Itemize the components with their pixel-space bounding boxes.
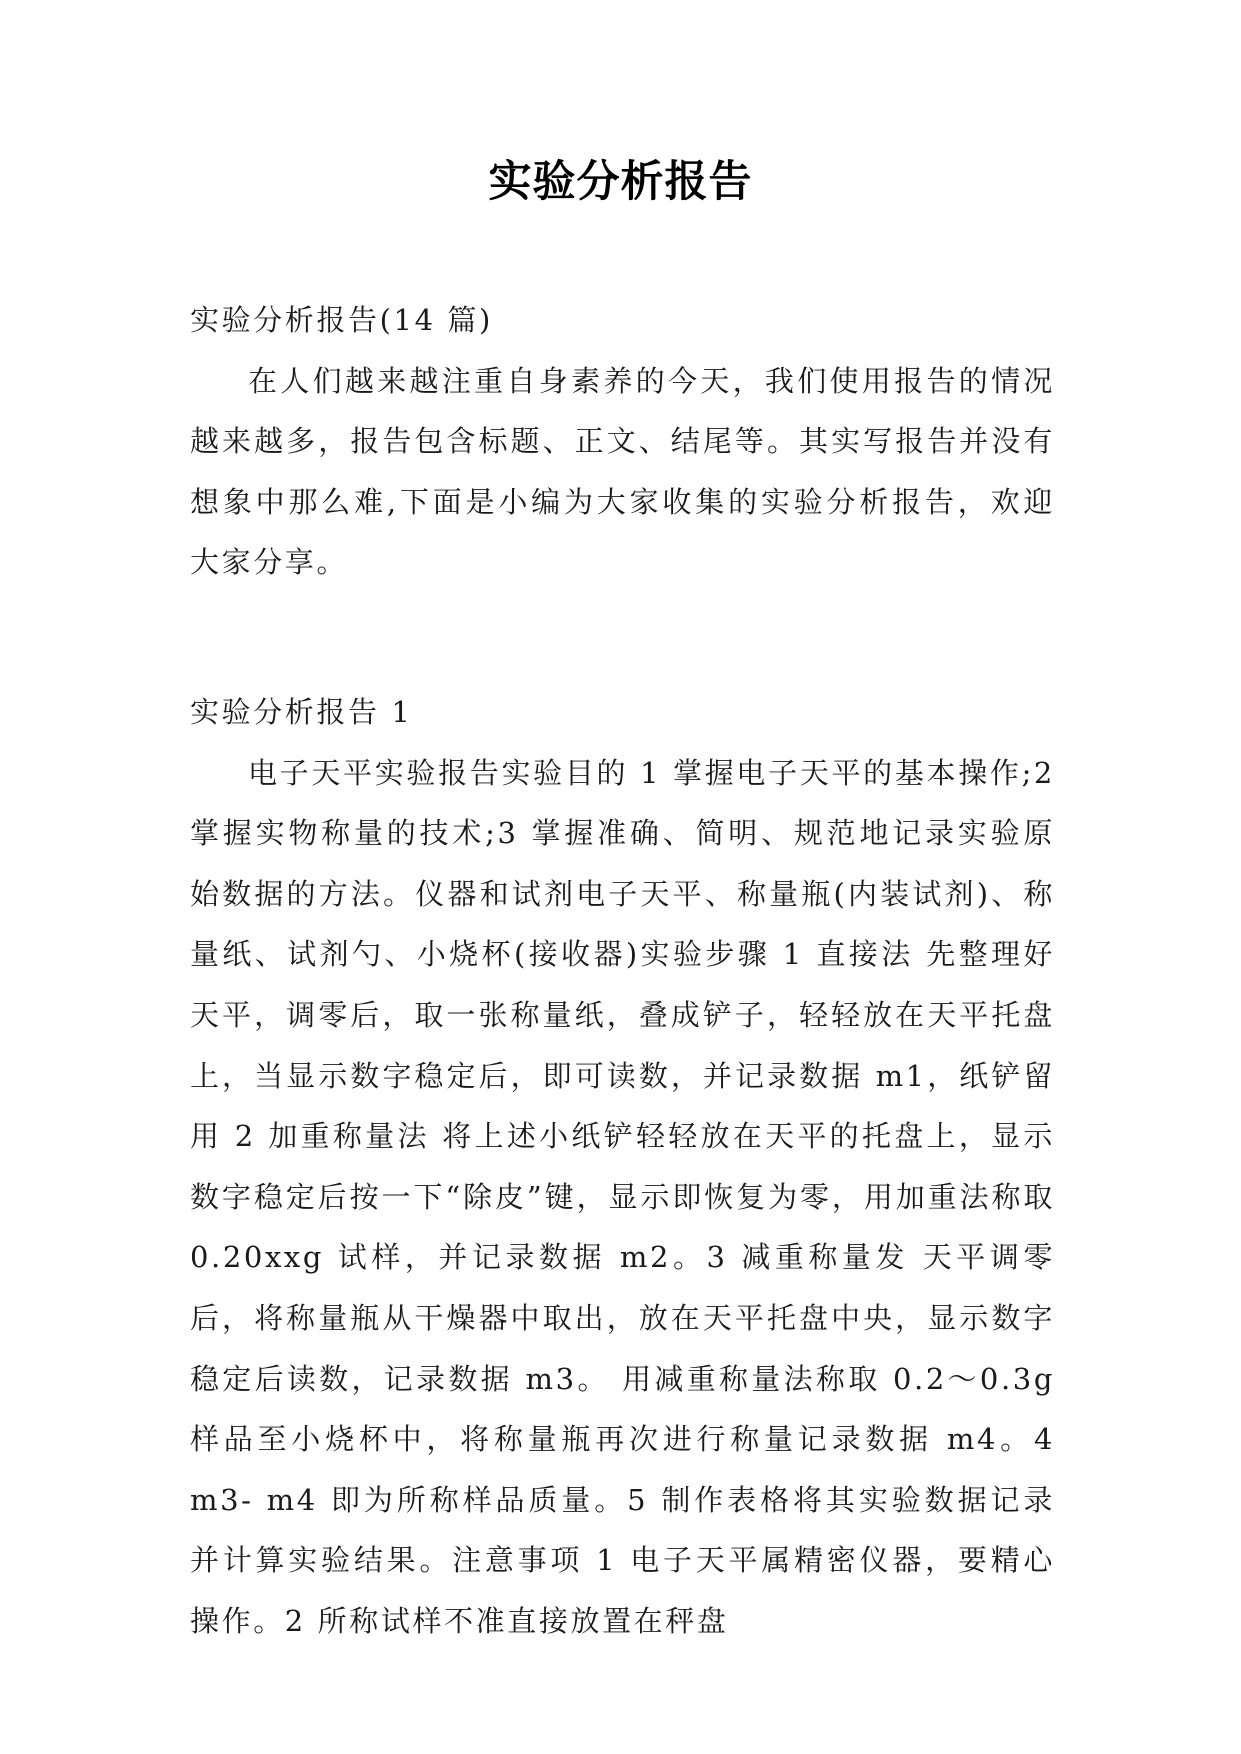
section-1-paragraph: 电子天平实验报告实验目的 1 掌握电子天平的基本操作;2 掌握实物称量的技术;3 掌握准确、简明、规范地记录实验原始数据的方法。仪器和试剂电子天平、称量瓶(内装试剂)、称量纸、试剂勺、小烧杯(接收器)实验步骤 1 直接法 先整理好天平，调零后，取一张称量纸，叠成铲子，轻轻放在天平托盘上，当显示数字稳定后，即可读数，并记录数据 m1，纸铲留用 2 加重称量法 将上述小纸铲轻轻放在天平的托盘上，显示数字稳定后按一下“除皮”键，显示即恢复为零，用加重法称取 0.20xxg 试样，并记录数据 m2。3 减重称量发 天平调零后，将称量瓶从干燥器中取出，放在天平托盘中央，显示数字稳定后读数，记录数据 m3。 用减重称量法称取 0.2～0.3g 样品至小烧杯中，将称量瓶再次进行称量记录数据 m4。4 m3- m4 即为所称样品质量。5 制作表格将其实验数据记录并计算实验结果。注意事项 1 电子天平属精密仪器，要精心操作。2 所称试样不准直接放置在秤盘 [190, 755, 1055, 1638]
section-1-heading: 实验分析报告 1 [190, 694, 413, 729]
intro-paragraph: 在人们越来越注重自身素养的今天，我们使用报告的情况越来越多，报告包含标题、正文、结尾等。其实写报告并没有想象中那么难,下面是小编为大家收集的实验分析报告，欢迎大家分享。 [190, 363, 1055, 580]
intro-heading: 实验分析报告(14 篇) [190, 303, 493, 337]
section-spacer [190, 593, 1055, 682]
document-body [190, 290, 1055, 1651]
page-title: 实验分析报告 [488, 157, 753, 207]
